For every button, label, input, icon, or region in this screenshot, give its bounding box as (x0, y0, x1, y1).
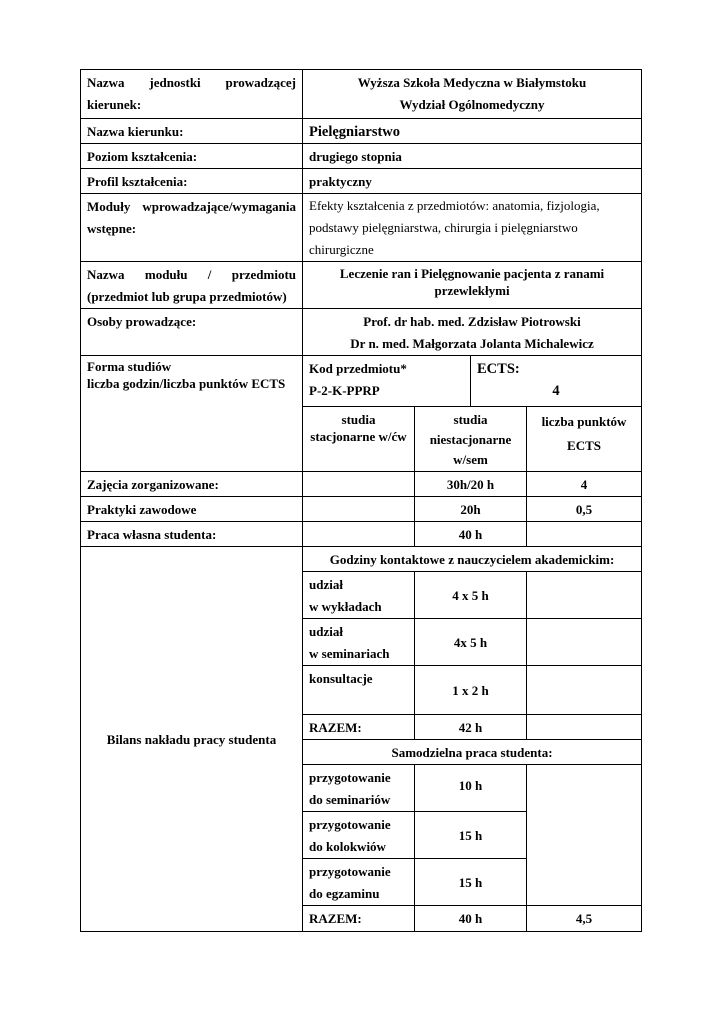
practice-label: Praktyki zawodowe (81, 497, 303, 522)
profile-row (81, 169, 642, 194)
organized-row (81, 472, 642, 497)
teachers-row (81, 309, 642, 356)
subject-row (81, 262, 642, 309)
modules-label (81, 194, 303, 262)
field-value: Pielęgniarstwo (303, 119, 642, 144)
unit-label-line2: kierunek: (87, 97, 142, 112)
modules-label-line1: Moduły wprowadzające/wymagania (87, 199, 296, 214)
practice-stationary (303, 497, 415, 522)
contact-total-label: RAZEM: (303, 715, 415, 740)
modules-value: Efekty kształcenia z przedmiotów: anatomia, fizjologia, podstawy pielęgniarstwa, chirurgia i pielęgniarstwo chirurgiczne (303, 194, 642, 262)
self-item-label (303, 812, 415, 859)
col-ects-header: liczba punktów ECTS (527, 407, 642, 472)
ects-cell (471, 356, 642, 407)
self-item-line1: przygotowanie (309, 770, 391, 785)
contact-item-value: 4 x 5 h (415, 572, 527, 619)
level-label: Poziom kształcenia: (81, 144, 303, 169)
course-card-table (80, 69, 642, 932)
self-item-line1: przygotowanie (309, 864, 391, 879)
self-total-ects: 4,5 (527, 906, 642, 932)
contact-item-label (303, 572, 415, 619)
contact-item-label (303, 619, 415, 666)
teachers-label: Osoby prowadzące: (81, 309, 303, 356)
self-heading: Samodzielna praca studenta: (303, 740, 642, 765)
university-name: Wyższa Szkoła Medyczna w Białymstoku (357, 75, 587, 90)
contact-item-value: 1 x 2 h (415, 666, 527, 715)
own-work-label: Praca własna studenta: (81, 522, 303, 547)
col-stationary-header: studia stacjonarne w/ćw (303, 407, 415, 472)
self-item-line2: do kolokwiów (309, 839, 386, 854)
practice-ects: 0,5 (527, 497, 642, 522)
field-label: Nazwa kierunku: (81, 119, 303, 144)
level-value: drugiego stopnia (303, 144, 642, 169)
own-work-row (81, 522, 642, 547)
self-item-label (303, 765, 415, 812)
subject-code-value: P-2-K-PPRP (309, 383, 380, 398)
subject-label-line2: (przedmiot lub grupa przedmiotów) (87, 289, 287, 304)
organized-extramural: 30h/20 h (415, 472, 527, 497)
profile-label: Profil kształcenia: (81, 169, 303, 194)
form-row (81, 356, 642, 407)
self-total-value: 40 h (415, 906, 527, 932)
ects-label: ECTS: (477, 361, 520, 377)
self-item-value: 10 h (415, 765, 527, 812)
profile-value: praktyczny (303, 169, 642, 194)
organized-ects: 4 (527, 472, 642, 497)
contact-item-ects (527, 666, 642, 715)
self-total-label: RAZEM: (303, 906, 415, 932)
faculty-name: Wydział Ogólnomedyczny (399, 97, 545, 112)
contact-item-ects (527, 619, 642, 666)
self-item-line2: do seminariów (309, 792, 391, 807)
form-label-line1: Forma studiów (87, 359, 172, 374)
modules-label-line2: wstępne: (87, 221, 137, 236)
contact-item-label (303, 666, 415, 715)
self-item-line1: przygotowanie (309, 817, 391, 832)
contact-item-line1: konsultacje (309, 671, 373, 686)
ects-value: 4 (552, 383, 560, 399)
contact-item-line1: udział (309, 624, 343, 639)
field-row (81, 119, 642, 144)
subject-label-line1: Nazwa modułu / przedmiotu (87, 267, 296, 282)
unit-label (81, 70, 303, 119)
practice-row (81, 497, 642, 522)
subject-code-cell (303, 356, 471, 407)
self-item-label (303, 859, 415, 906)
organized-stationary (303, 472, 415, 497)
own-work-stationary (303, 522, 415, 547)
balance-label: Bilans nakładu pracy studenta (81, 547, 303, 932)
self-item-value: 15 h (415, 859, 527, 906)
unit-value (303, 70, 642, 119)
form-label (81, 356, 303, 472)
practice-extramural: 20h (415, 497, 527, 522)
subject-code-label: Kod przedmiotu* (309, 361, 407, 376)
teacher-2: Dr n. med. Małgorzata Jolanta Michalewicz (350, 336, 594, 351)
self-items-ects (527, 765, 642, 906)
level-row (81, 144, 642, 169)
contact-item-value: 4x 5 h (415, 619, 527, 666)
contact-item-ects (527, 572, 642, 619)
teachers-value (303, 309, 642, 356)
organized-label: Zajęcia zorganizowane: (81, 472, 303, 497)
contact-heading: Godziny kontaktowe z nauczycielem akademickim: (303, 547, 642, 572)
modules-row (81, 194, 642, 262)
subject-label (81, 262, 303, 309)
contact-item-line2: w wykładach (309, 599, 382, 614)
self-item-value: 15 h (415, 812, 527, 859)
contact-total-value: 42 h (415, 715, 527, 740)
unit-label-line1: Nazwa jednostki prowadzącej (87, 75, 296, 90)
own-work-extramural: 40 h (415, 522, 527, 547)
contact-item-line1: udział (309, 577, 343, 592)
form-label-line2: liczba godzin/liczba punktów ECTS (87, 376, 286, 391)
teacher-1: Prof. dr hab. med. Zdzisław Piotrowski (363, 314, 581, 329)
own-work-ects (527, 522, 642, 547)
contact-item-line2: w seminariach (309, 646, 390, 661)
col-extramural-header: studia niestacjonarne w/sem (415, 407, 527, 472)
subject-value: Leczenie ran i Pielęgnowanie pacjenta z ranami przewlekłymi (303, 262, 642, 309)
unit-row (81, 70, 642, 119)
contact-heading-row (81, 547, 642, 572)
contact-total-ects (527, 715, 642, 740)
self-item-line2: do egzaminu (309, 886, 380, 901)
